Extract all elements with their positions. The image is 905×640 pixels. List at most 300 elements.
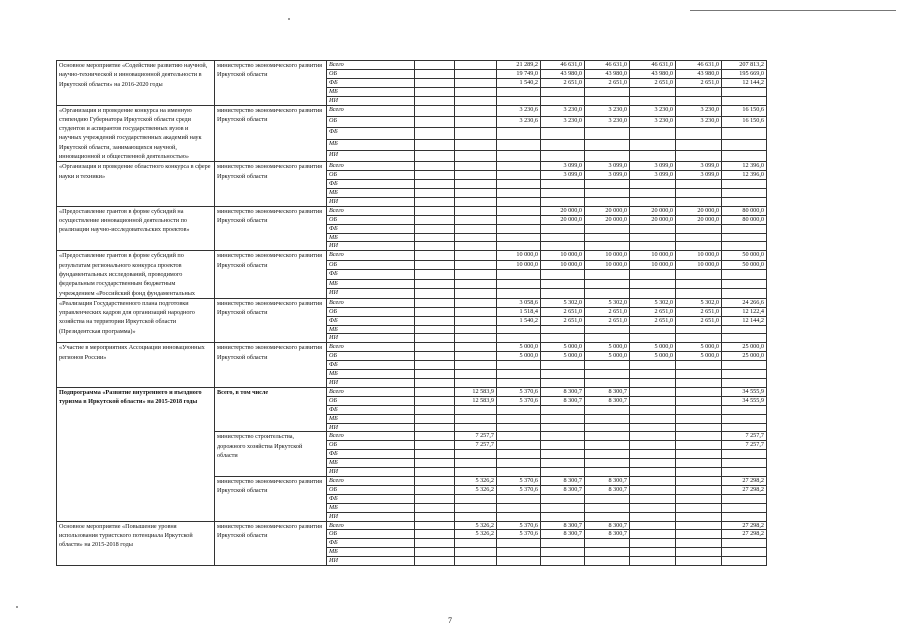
amount-cell <box>722 325 767 334</box>
amount-cell <box>722 242 767 251</box>
amount-cell <box>415 150 455 161</box>
amount-cell <box>722 494 767 503</box>
amount-cell <box>585 405 630 414</box>
amount-cell <box>722 139 767 150</box>
amount-cell <box>415 370 455 379</box>
amount-cell <box>497 215 541 224</box>
amount-cell: 8 300,7 <box>585 485 630 494</box>
amount-cell <box>630 150 676 161</box>
amount-cell: 10 000,0 <box>497 260 541 269</box>
amount-cell <box>415 69 455 78</box>
amount-cell <box>676 503 722 512</box>
amount-cell: 10 000,0 <box>630 260 676 269</box>
amount-cell <box>455 539 497 548</box>
amount-cell: 27 298,2 <box>722 476 767 485</box>
amount-cell <box>415 316 455 325</box>
amount-cell <box>497 206 541 215</box>
amount-cell <box>676 242 722 251</box>
amount-cell <box>415 423 455 432</box>
amount-cell <box>676 224 722 233</box>
amount-cell <box>415 180 455 189</box>
funding-source: Всего <box>327 432 415 441</box>
amount-cell <box>630 96 676 105</box>
page-number: 7 <box>448 616 452 625</box>
amount-cell <box>585 432 630 441</box>
amount-cell <box>497 334 541 343</box>
program-funding-table <box>56 60 813 566</box>
amount-cell <box>497 441 541 450</box>
amount-cell <box>676 441 722 450</box>
amount-cell <box>455 298 497 307</box>
amount-cell <box>455 150 497 161</box>
amount-cell <box>722 459 767 468</box>
amount-cell <box>676 189 722 198</box>
amount-cell <box>497 450 541 459</box>
amount-cell: 12 144,2 <box>722 78 767 87</box>
amount-cell <box>455 450 497 459</box>
amount-cell <box>497 432 541 441</box>
amount-cell <box>497 494 541 503</box>
amount-cell <box>722 423 767 432</box>
amount-cell: 8 300,7 <box>585 521 630 530</box>
amount-cell: 2 651,0 <box>630 307 676 316</box>
amount-cell <box>541 548 585 557</box>
funding-source: МБ <box>327 414 415 423</box>
amount-cell: 5 000,0 <box>630 352 676 361</box>
amount-cell <box>541 139 585 150</box>
amount-cell: 195 669,0 <box>722 69 767 78</box>
amount-cell <box>455 423 497 432</box>
funding-source: ОБ <box>327 116 415 127</box>
amount-cell: 7 257,7 <box>722 432 767 441</box>
amount-cell <box>585 361 630 370</box>
amount-cell: 5 000,0 <box>497 352 541 361</box>
amount-cell <box>455 61 497 70</box>
table-row <box>57 206 813 215</box>
amount-cell <box>455 87 497 96</box>
amount-cell: 2 651,0 <box>541 307 585 316</box>
amount-cell <box>455 78 497 87</box>
amount-cell <box>415 396 455 405</box>
amount-cell <box>676 450 722 459</box>
amount-cell: 27 298,2 <box>722 521 767 530</box>
amount-cell: 2 651,0 <box>676 316 722 325</box>
amount-cell <box>541 224 585 233</box>
amount-cell <box>585 450 630 459</box>
funding-source: ОБ <box>327 215 415 224</box>
amount-cell: 2 651,0 <box>541 316 585 325</box>
amount-cell: 12 396,0 <box>722 162 767 171</box>
funding-source: Всего <box>327 61 415 70</box>
amount-cell <box>630 370 676 379</box>
amount-cell <box>497 180 541 189</box>
amount-cell: 27 298,2 <box>722 530 767 539</box>
amount-cell: 3 230,0 <box>541 116 585 127</box>
amount-cell: 16 150,6 <box>722 116 767 127</box>
amount-cell: 7 257,7 <box>455 441 497 450</box>
amount-cell: 2 651,0 <box>630 316 676 325</box>
amount-cell <box>630 459 676 468</box>
funding-source: ФБ <box>327 361 415 370</box>
table-row <box>57 521 813 530</box>
amount-cell: 2 651,0 <box>541 78 585 87</box>
amount-cell <box>541 405 585 414</box>
amount-cell <box>630 224 676 233</box>
amount-cell <box>630 414 676 423</box>
amount-cell <box>497 379 541 388</box>
amount-cell <box>455 307 497 316</box>
amount-cell: 10 000,0 <box>541 251 585 260</box>
amount-cell: 5 302,0 <box>585 298 630 307</box>
funding-source: ОБ <box>327 441 415 450</box>
amount-cell <box>722 334 767 343</box>
amount-cell <box>676 423 722 432</box>
amount-cell <box>722 548 767 557</box>
amount-cell: 8 300,7 <box>585 387 630 396</box>
table-row <box>57 61 813 70</box>
amount-cell <box>415 260 455 269</box>
funding-source: ИИ <box>327 242 415 251</box>
amount-cell <box>676 387 722 396</box>
amount-cell: 5 000,0 <box>497 343 541 352</box>
amount-cell <box>676 468 722 477</box>
amount-cell <box>676 325 722 334</box>
amount-cell <box>415 139 455 150</box>
amount-cell <box>722 189 767 198</box>
amount-cell: 5 326,2 <box>455 521 497 530</box>
amount-cell: 3 230,0 <box>676 116 722 127</box>
funding-source: МБ <box>327 233 415 242</box>
amount-cell <box>541 361 585 370</box>
amount-cell <box>541 370 585 379</box>
amount-cell <box>497 539 541 548</box>
amount-cell <box>722 450 767 459</box>
amount-cell <box>455 224 497 233</box>
measure-name: «Организация и проведение областного конкурса в сфере науки и техники» <box>57 162 215 207</box>
amount-cell <box>676 494 722 503</box>
amount-cell: 5 370,6 <box>497 387 541 396</box>
amount-cell <box>455 405 497 414</box>
amount-cell: 10 000,0 <box>585 251 630 260</box>
amount-cell: 5 326,2 <box>455 485 497 494</box>
amount-cell: 5 000,0 <box>541 343 585 352</box>
amount-cell <box>541 150 585 161</box>
amount-cell: 10 000,0 <box>630 251 676 260</box>
amount-cell <box>455 69 497 78</box>
executor-name: министерство экономического развития Иркутской области <box>215 206 327 251</box>
amount-cell <box>676 96 722 105</box>
table-row <box>57 298 813 307</box>
amount-cell <box>455 206 497 215</box>
amount-cell: 5 000,0 <box>676 352 722 361</box>
table-row <box>57 251 813 260</box>
amount-cell <box>676 370 722 379</box>
funding-source: ИИ <box>327 557 415 566</box>
amount-cell <box>630 450 676 459</box>
funding-source: МБ <box>327 459 415 468</box>
amount-cell <box>455 242 497 251</box>
amount-cell <box>541 432 585 441</box>
amount-cell <box>630 503 676 512</box>
amount-cell: 1 540,2 <box>497 78 541 87</box>
funding-source: ФБ <box>327 316 415 325</box>
amount-cell <box>415 476 455 485</box>
amount-cell <box>541 441 585 450</box>
amount-cell <box>676 557 722 566</box>
table-row <box>57 343 813 352</box>
amount-cell <box>676 334 722 343</box>
amount-cell <box>722 197 767 206</box>
funding-source: ИИ <box>327 150 415 161</box>
amount-cell <box>541 189 585 198</box>
executor-name: министерство экономического развития Иркутской области <box>215 298 327 343</box>
amount-cell <box>415 521 455 530</box>
amount-cell <box>541 128 585 139</box>
amount-cell <box>497 171 541 180</box>
amount-cell <box>497 242 541 251</box>
amount-cell <box>415 298 455 307</box>
amount-cell <box>630 494 676 503</box>
amount-cell <box>497 414 541 423</box>
amount-cell <box>455 548 497 557</box>
amount-cell <box>455 361 497 370</box>
amount-cell <box>722 128 767 139</box>
amount-cell <box>722 512 767 521</box>
amount-cell <box>630 189 676 198</box>
amount-cell: 20 000,0 <box>630 215 676 224</box>
funding-source: ИИ <box>327 334 415 343</box>
amount-cell <box>585 334 630 343</box>
amount-cell <box>415 189 455 198</box>
amount-cell: 8 300,7 <box>585 396 630 405</box>
amount-cell <box>630 539 676 548</box>
amount-cell <box>630 396 676 405</box>
amount-cell <box>455 343 497 352</box>
amount-cell <box>455 96 497 105</box>
amount-cell <box>455 468 497 477</box>
amount-cell <box>630 197 676 206</box>
funding-source: ИИ <box>327 197 415 206</box>
amount-cell <box>415 441 455 450</box>
funding-source: ФБ <box>327 180 415 189</box>
amount-cell: 5 326,2 <box>455 476 497 485</box>
funding-source: ФБ <box>327 270 415 279</box>
amount-cell: 43 980,0 <box>630 69 676 78</box>
amount-cell <box>455 503 497 512</box>
amount-cell <box>585 150 630 161</box>
amount-cell <box>415 233 455 242</box>
amount-cell <box>415 116 455 127</box>
amount-cell <box>455 370 497 379</box>
amount-cell: 80 000,0 <box>722 206 767 215</box>
executor-name: министерство экономического развития Иркутской области <box>215 105 327 162</box>
amount-cell <box>630 325 676 334</box>
amount-cell: 207 813,2 <box>722 61 767 70</box>
amount-cell <box>585 379 630 388</box>
amount-cell <box>585 548 630 557</box>
funding-source: Всего <box>327 251 415 260</box>
amount-cell <box>497 189 541 198</box>
amount-cell: 43 980,0 <box>585 69 630 78</box>
amount-cell: 3 099,0 <box>585 162 630 171</box>
amount-cell <box>455 171 497 180</box>
amount-cell <box>722 539 767 548</box>
amount-cell <box>630 289 676 299</box>
amount-cell <box>630 379 676 388</box>
amount-cell <box>415 270 455 279</box>
amount-cell: 8 300,7 <box>541 521 585 530</box>
measure-name: Основное мероприятие «Содействие развитию научной, научно-технической и инновационной деятельности в Иркутской области» на 2016-2020 годы <box>57 61 215 106</box>
amount-cell <box>585 233 630 242</box>
amount-cell <box>541 379 585 388</box>
funding-source: ИИ <box>327 96 415 105</box>
amount-cell <box>676 405 722 414</box>
amount-cell: 3 230,0 <box>585 105 630 116</box>
executor-name: министерство экономического развития Иркутской области <box>215 251 327 298</box>
amount-cell <box>415 503 455 512</box>
amount-cell: 10 000,0 <box>585 260 630 269</box>
funding-source: ОБ <box>327 307 415 316</box>
amount-cell <box>676 459 722 468</box>
amount-cell <box>676 150 722 161</box>
amount-cell: 5 000,0 <box>585 352 630 361</box>
amount-cell <box>497 468 541 477</box>
amount-cell <box>455 197 497 206</box>
amount-cell <box>497 289 541 299</box>
amount-cell <box>630 387 676 396</box>
amount-cell <box>722 370 767 379</box>
amount-cell <box>497 162 541 171</box>
amount-cell: 8 300,7 <box>585 476 630 485</box>
amount-cell <box>455 180 497 189</box>
amount-cell <box>722 180 767 189</box>
amount-cell <box>541 325 585 334</box>
amount-cell: 5 000,0 <box>541 352 585 361</box>
amount-cell <box>541 87 585 96</box>
amount-cell <box>722 96 767 105</box>
amount-cell <box>455 270 497 279</box>
amount-cell: 3 058,6 <box>497 298 541 307</box>
amount-cell <box>497 224 541 233</box>
amount-cell: 21 289,2 <box>497 61 541 70</box>
amount-cell <box>585 180 630 189</box>
amount-cell <box>676 512 722 521</box>
amount-cell: 20 000,0 <box>630 206 676 215</box>
amount-cell: 3 230,6 <box>497 105 541 116</box>
amount-cell: 7 257,7 <box>455 432 497 441</box>
amount-cell <box>497 87 541 96</box>
amount-cell <box>497 128 541 139</box>
amount-cell <box>415 494 455 503</box>
amount-cell <box>415 96 455 105</box>
executor-name: Всего, в том числе <box>215 387 327 432</box>
amount-cell: 5 000,0 <box>630 343 676 352</box>
amount-cell <box>676 521 722 530</box>
measure-name: «Предоставление грантов в форме субсидий на осуществление инновационной деятельности по реализации научно-исследовательских проектов» <box>57 206 215 251</box>
amount-cell <box>722 379 767 388</box>
funding-source: МБ <box>327 87 415 96</box>
amount-cell <box>585 459 630 468</box>
amount-cell <box>630 557 676 566</box>
funding-source: ФБ <box>327 128 415 139</box>
amount-cell: 2 651,0 <box>585 78 630 87</box>
amount-cell <box>630 530 676 539</box>
amount-cell <box>585 503 630 512</box>
funding-source: Всего <box>327 162 415 171</box>
amount-cell: 5 000,0 <box>676 343 722 352</box>
amount-cell <box>415 387 455 396</box>
amount-cell: 10 000,0 <box>676 260 722 269</box>
amount-cell <box>722 150 767 161</box>
amount-cell <box>497 233 541 242</box>
amount-cell <box>415 307 455 316</box>
amount-cell <box>585 87 630 96</box>
amount-cell: 8 300,7 <box>541 530 585 539</box>
amount-cell <box>630 423 676 432</box>
amount-cell <box>585 270 630 279</box>
amount-cell <box>455 334 497 343</box>
amount-cell <box>455 494 497 503</box>
amount-cell: 25 000,0 <box>722 343 767 352</box>
amount-cell <box>455 512 497 521</box>
amount-cell: 34 555,9 <box>722 396 767 405</box>
amount-cell <box>497 361 541 370</box>
measure-name: Основное мероприятие «Повышение уровня использования туристского потенциала Иркутской области» на 2015-2018 годы <box>57 521 215 566</box>
amount-cell: 16 150,6 <box>722 105 767 116</box>
funding-source: ОБ <box>327 352 415 361</box>
amount-cell <box>455 557 497 566</box>
amount-cell <box>415 414 455 423</box>
funding-source: ОБ <box>327 530 415 539</box>
amount-cell: 5 000,0 <box>585 343 630 352</box>
amount-cell <box>415 206 455 215</box>
amount-cell <box>585 96 630 105</box>
amount-cell: 19 749,0 <box>497 69 541 78</box>
amount-cell <box>585 128 630 139</box>
amount-cell <box>415 530 455 539</box>
executor-name: министерство строительства, дорожного хозяйства Иркутской области <box>215 432 327 477</box>
amount-cell <box>415 334 455 343</box>
amount-cell: 25 000,0 <box>722 352 767 361</box>
amount-cell <box>415 78 455 87</box>
amount-cell <box>455 139 497 150</box>
amount-cell <box>541 289 585 299</box>
amount-cell: 2 651,0 <box>676 307 722 316</box>
amount-cell <box>497 512 541 521</box>
amount-cell <box>676 128 722 139</box>
amount-cell <box>630 361 676 370</box>
funding-source: ОБ <box>327 260 415 269</box>
amount-cell <box>415 197 455 206</box>
amount-cell: 10 000,0 <box>497 251 541 260</box>
amount-cell <box>630 128 676 139</box>
amount-cell <box>415 224 455 233</box>
amount-cell <box>415 242 455 251</box>
amount-cell: 12 583,9 <box>455 396 497 405</box>
amount-cell: 5 370,6 <box>497 476 541 485</box>
amount-cell <box>676 87 722 96</box>
amount-cell <box>585 468 630 477</box>
amount-cell <box>497 405 541 414</box>
amount-cell <box>585 325 630 334</box>
amount-cell <box>541 96 585 105</box>
amount-cell: 3 099,0 <box>630 162 676 171</box>
amount-cell <box>585 197 630 206</box>
amount-cell <box>415 325 455 334</box>
amount-cell: 46 631,0 <box>630 61 676 70</box>
amount-cell <box>541 512 585 521</box>
amount-cell <box>630 521 676 530</box>
